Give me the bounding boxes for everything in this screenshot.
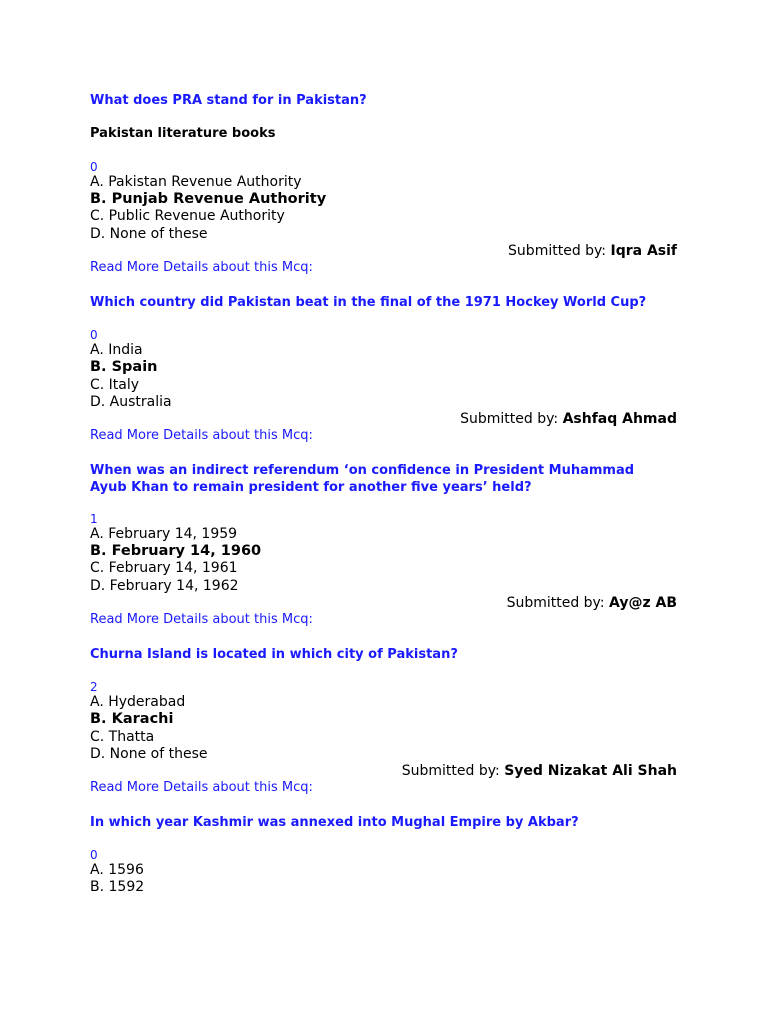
submitted-by (507, 595, 677, 611)
section-label: Pakistan literature books (90, 126, 276, 141)
submitter-name: Iqra Asif (610, 243, 677, 259)
read-more-link[interactable]: Read More Details about this Mcq: (90, 428, 313, 443)
question-title[interactable]: What does PRA stand for in Pakistan? (90, 93, 367, 108)
submitter-name: Syed Nizakat Ali Shah (504, 763, 677, 779)
option-c: C. Thatta (90, 729, 155, 745)
option-b-correct: B. February 14, 1960 (90, 543, 262, 559)
submitter-name: Ashfaq Ahmad (562, 411, 677, 427)
option-a: A. Pakistan Revenue Authority (90, 174, 302, 190)
option-a: A. India (90, 342, 143, 358)
question-title[interactable]: Churna Island is located in which city of Pakistan? (90, 647, 458, 662)
question-title[interactable]: In which year Kashmir was annexed into Mughal Empire by Akbar? (90, 815, 579, 830)
option-c: C. Public Revenue Authority (90, 208, 285, 224)
option-b-correct: B. Punjab Revenue Authority (90, 191, 327, 207)
question-title[interactable]: Which country did Pakistan beat in the final of the 1971 Hockey World Cup? (90, 295, 647, 310)
submitter-name: Ay@z AB (609, 595, 677, 611)
option-d: D. None of these (90, 226, 208, 242)
option-d: D. Australia (90, 394, 172, 410)
question-title[interactable]: When was an indirect referendum ‘on confidence in President Muhammad Ayub Khan to remain president for another five years’ held? (90, 463, 635, 495)
answer-count: 2 (90, 680, 98, 694)
submitted-label: Submitted by: (506, 595, 605, 611)
submitted-by (402, 763, 677, 779)
option-a: A. Hyderabad (90, 694, 186, 710)
submitted-label: Submitted by: (460, 411, 559, 427)
option-d: D. None of these (90, 746, 208, 762)
answer-count: 0 (90, 160, 98, 174)
read-more-link[interactable]: Read More Details about this Mcq: (90, 260, 313, 275)
submitted-label: Submitted by: (508, 243, 607, 259)
answer-count: 1 (90, 512, 98, 526)
answer-count: 0 (90, 848, 98, 862)
submitted-by (460, 411, 677, 427)
answer-count: 0 (90, 328, 98, 342)
read-more-link[interactable]: Read More Details about this Mcq: (90, 612, 313, 627)
read-more-link[interactable]: Read More Details about this Mcq: (90, 780, 313, 795)
option-b: B. 1592 (90, 879, 145, 895)
option-b-correct: B. Karachi (90, 711, 174, 727)
option-d: D. February 14, 1962 (90, 578, 239, 594)
submitted-by (508, 243, 677, 259)
option-c: C. Italy (90, 377, 140, 393)
option-a: A. 1596 (90, 862, 144, 878)
option-a: A. February 14, 1959 (90, 526, 238, 542)
option-b-correct: B. Spain (90, 359, 158, 375)
submitted-label: Submitted by: (401, 763, 500, 779)
option-c: C. February 14, 1961 (90, 560, 238, 576)
